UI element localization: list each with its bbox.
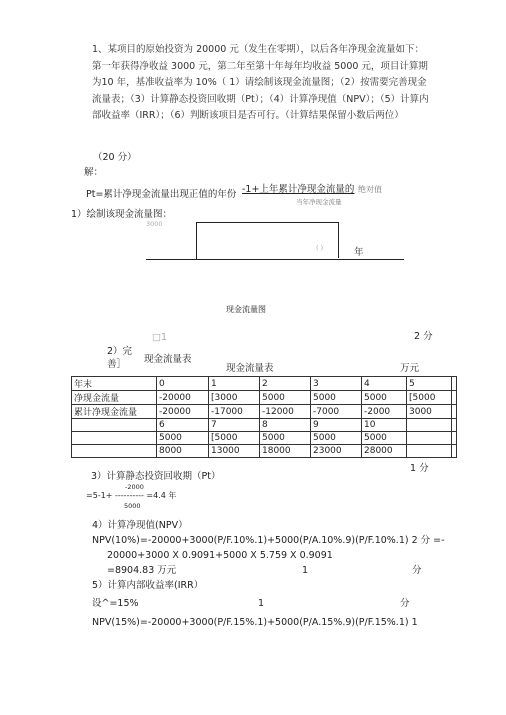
table-cell: 5: [407, 377, 452, 391]
cashflow-top-line: [196, 222, 339, 223]
table-cell: [3000: [209, 391, 260, 405]
table-cell: 10: [362, 419, 407, 432]
solution-label: 解：: [84, 167, 104, 178]
table-cell: 7: [209, 419, 260, 432]
net-cashflow-row-2: [72, 432, 457, 445]
table-cell: [452, 391, 457, 405]
part4-mark: 1: [302, 565, 309, 576]
table-cell: 5000: [362, 391, 407, 405]
table-cell: 2: [260, 377, 311, 391]
table-cell: -17000: [209, 405, 260, 419]
table-cell: 28000: [362, 445, 407, 458]
table-cell: 0: [157, 377, 209, 391]
cashflow-caption: 现金流量图: [226, 305, 266, 314]
table-cell: 5000: [157, 432, 209, 445]
cumulative-row: [72, 405, 457, 419]
table-cell: 1: [209, 377, 260, 391]
cashflow-arrow-year0: [196, 222, 197, 260]
table-cell: [407, 445, 452, 458]
cashflow-faded-mark: ( ): [316, 244, 324, 252]
table-cell: 3: [311, 377, 362, 391]
part5-assume: 设^=15%: [92, 598, 139, 609]
table-cell: -20000: [157, 405, 209, 419]
part3-numerator: -2000: [125, 483, 144, 491]
table-cell: 5000: [311, 432, 362, 445]
table-cell: -7000: [311, 405, 362, 419]
year-row-2: [72, 419, 457, 432]
cashflow-arrow-year1: [338, 222, 339, 258]
part2-label-line1: 2）完: [107, 346, 133, 357]
table-cell: 年末: [72, 377, 157, 391]
table-cell: [452, 405, 457, 419]
table-cell: [452, 432, 457, 445]
table-cell: [72, 445, 157, 458]
table-cell: 23000: [311, 445, 362, 458]
table-cell: -2000: [362, 405, 407, 419]
part5-mark: 1: [258, 598, 265, 609]
part3-denominator: 5000: [124, 502, 141, 510]
pt-formula-abs-note: 绝对值: [358, 185, 382, 194]
pt-formula-rhs: -1+上年累计净现金流量的: [242, 184, 355, 195]
table-title: 现金流量表: [226, 363, 274, 374]
cumulative-row-2: [72, 445, 457, 458]
table-cell: 13000: [209, 445, 260, 458]
part2-label-tail: 现金流量表: [144, 354, 192, 365]
table-cell: [452, 445, 457, 458]
table-cell: 净现金流量: [72, 391, 157, 405]
table-cell: 5000: [260, 391, 311, 405]
net-cashflow-row: [72, 391, 457, 405]
table-cell: -20000: [157, 391, 209, 405]
cashflow-faded-value: 3000: [146, 220, 163, 228]
pt-formula-denominator: 当年净现金流量: [296, 198, 342, 206]
table-cell: 5000: [260, 432, 311, 445]
table-cell: 4: [362, 377, 407, 391]
table-cell: 8000: [157, 445, 209, 458]
part1-score: 2 分: [414, 331, 433, 342]
year-row: [72, 377, 457, 391]
table-cell: 8: [260, 419, 311, 432]
npv10-line3: =8904.83 万元: [107, 565, 177, 576]
table-cell: [72, 419, 157, 432]
part4-score: 分: [412, 565, 422, 576]
table-cell: 9: [311, 419, 362, 432]
part1-label: 1）绘制该现金流量图：: [71, 209, 173, 220]
table-cell: [452, 419, 457, 432]
pt-formula-lhs: Pt=累计净现金流量出现正值的年份: [86, 189, 237, 200]
table-cell: 3000: [407, 405, 452, 419]
part3-label: 3）计算静态投资回收期（Pt）: [91, 471, 221, 482]
table-cell: [452, 377, 457, 391]
table-cell: [407, 419, 452, 432]
question-score: （20 分）: [93, 152, 137, 163]
table-cell: 18000: [260, 445, 311, 458]
cashflow-axis-label: 年: [354, 247, 364, 258]
cashflow-time-axis: [146, 259, 404, 260]
question-text: 1、某项目的原始投资为 20000 元（发生在零期），以后各年净现金流量如下：第一年获得净收益 3000 元，第二年至第十年每年均收益 5000 元，项目计算期为10 年，基准收益率为 10%（ 1）请绘制该现金流量图；（2）按需要完善现金流量表；（3）计算静态投资回收期（Pt）；（4）计算净现值（NPV）；（5）计算内部收益率（IRR）；（6）判断该项目是否可行。（计算结果保留小数后两位）: [92, 44, 429, 121]
npv10-line2: 20000+3000 X 0.9091+5000 X 5.759 X 0.9091: [107, 550, 333, 561]
cashflow-faded-number: □1: [152, 332, 168, 343]
table-cell: 5000: [362, 432, 407, 445]
npv10-line1: NPV(10%)=-20000+3000(P/F.10%.1)+5000(P/A.10%.9)(P/F.10%.1) 2 分 =-: [92, 535, 445, 546]
table-unit: 万元: [400, 363, 420, 374]
table-cell: 6: [157, 419, 209, 432]
table-cell: [5000: [209, 432, 260, 445]
table-cell: [5000: [407, 391, 452, 405]
table-cell: [72, 432, 157, 445]
part2-score: 1 分: [410, 463, 429, 474]
part3-formula: =5-1+ ---------- =4.4 年: [86, 491, 177, 500]
cashflow-table: [71, 376, 457, 458]
npv15-line: NPV(15%)=-20000+3000(P/F.15%.1)+5000(P/A.15%.9)(P/F.15%.1) 1: [92, 617, 418, 628]
part4-label: 4）计算净现值(NPV）: [92, 520, 188, 531]
table-cell: 累计净现金流量: [72, 405, 157, 419]
part2-label-line2: 善］: [107, 359, 127, 370]
table-cell: [407, 432, 452, 445]
table-cell: 5000: [311, 391, 362, 405]
part5-score: 分: [400, 598, 410, 609]
part5-label: 5）计算内部收益率(IRR）: [92, 580, 204, 591]
table-cell: -12000: [260, 405, 311, 419]
